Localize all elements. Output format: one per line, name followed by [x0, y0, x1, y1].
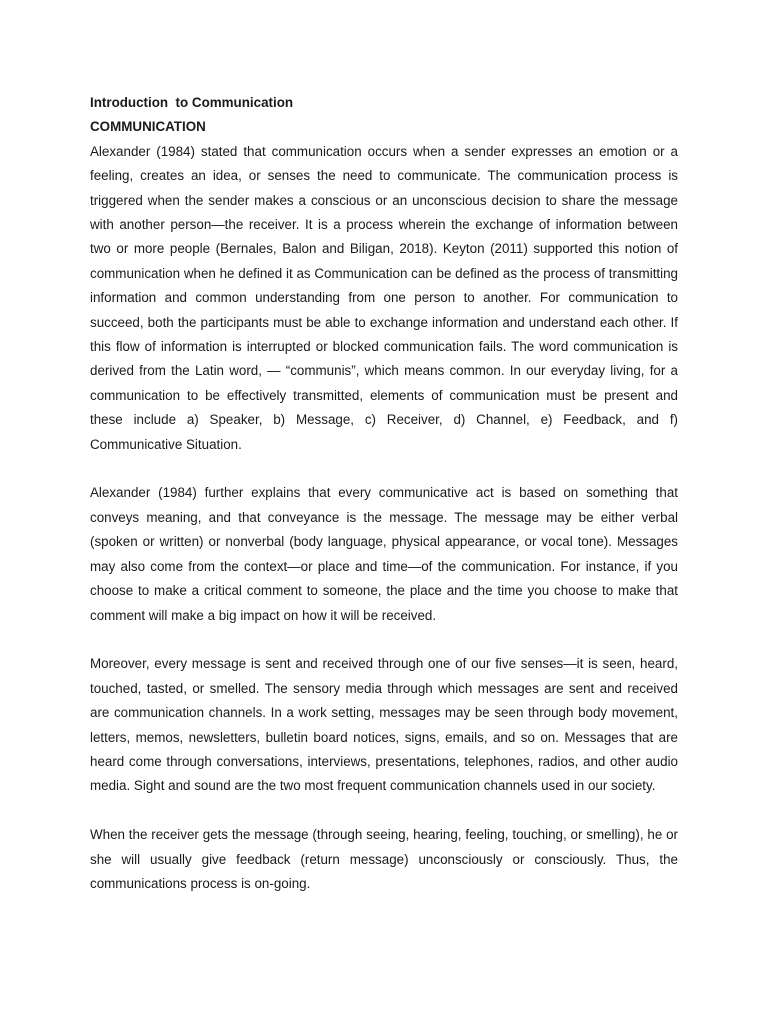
document-body [90, 91, 678, 896]
document-title: Introduction to Communication [90, 95, 294, 110]
paragraph-message: Alexander (1984) further explains that every communicative act is based on something that conveys meaning, and that conveyance is the message. The message may be either verbal (spoken or written) or nonverbal (body language, physical appearance, or vocal tone). Messages may also come from the context—or place and time—of the communication. For instance, if you choose to make a critical comment to someone, the place and the time you choose to make that comment will make a big impact on how it will be received. [90, 485, 678, 623]
paragraph-feedback: When the receiver gets the message (through seeing, hearing, feeling, touching, or smelling), he or she will usually give feedback (return message) unconsciously or consciously. Thus, the communications process is on-going. [90, 827, 678, 891]
paragraph-definition: Alexander (1984) stated that communication occurs when a sender expresses an emotion or a feeling, creates an idea, or senses the need to communicate. The communication process is triggered when the sender makes a conscious or an unconscious decision to share the message with another person—the receiver. It is a process wherein the exchange of information between two or more people (Bernales, Balon and Biligan, 2018). Keyton (2011) supported this notion of communication when he defined it as Communication can be defined as the process of transmitting information and common understanding from one person to another. For communication to succeed, both the participants must be able to exchange information and understand each other. If this flow of information is interrupted or blocked communication fails. The word communication is derived from the Latin word, — “communis”, which means common. In our everyday living, for a communication to be effectively transmitted, elements of communication must be present and these include a) Speaker, b) Message, c) Receiver, d) Channel, e) Feedback, and f) Communicative Situation. [90, 143, 678, 452]
section-heading: COMMUNICATION [90, 119, 206, 135]
paragraph-channels: Moreover, every message is sent and received through one of our five senses—it is seen, heard, touched, tasted, or smelled. The sensory media through which messages are sent and received are communication channels. In a work setting, messages may be seen through body movement, letters, memos, newsletters, bulletin board notices, signs, emails, and so on. Messages that are heard come through conversations, interviews, presentations, telephones, radios, and other audio media. Sight and sound are the two most frequent communication channels used in our society. [90, 656, 678, 794]
